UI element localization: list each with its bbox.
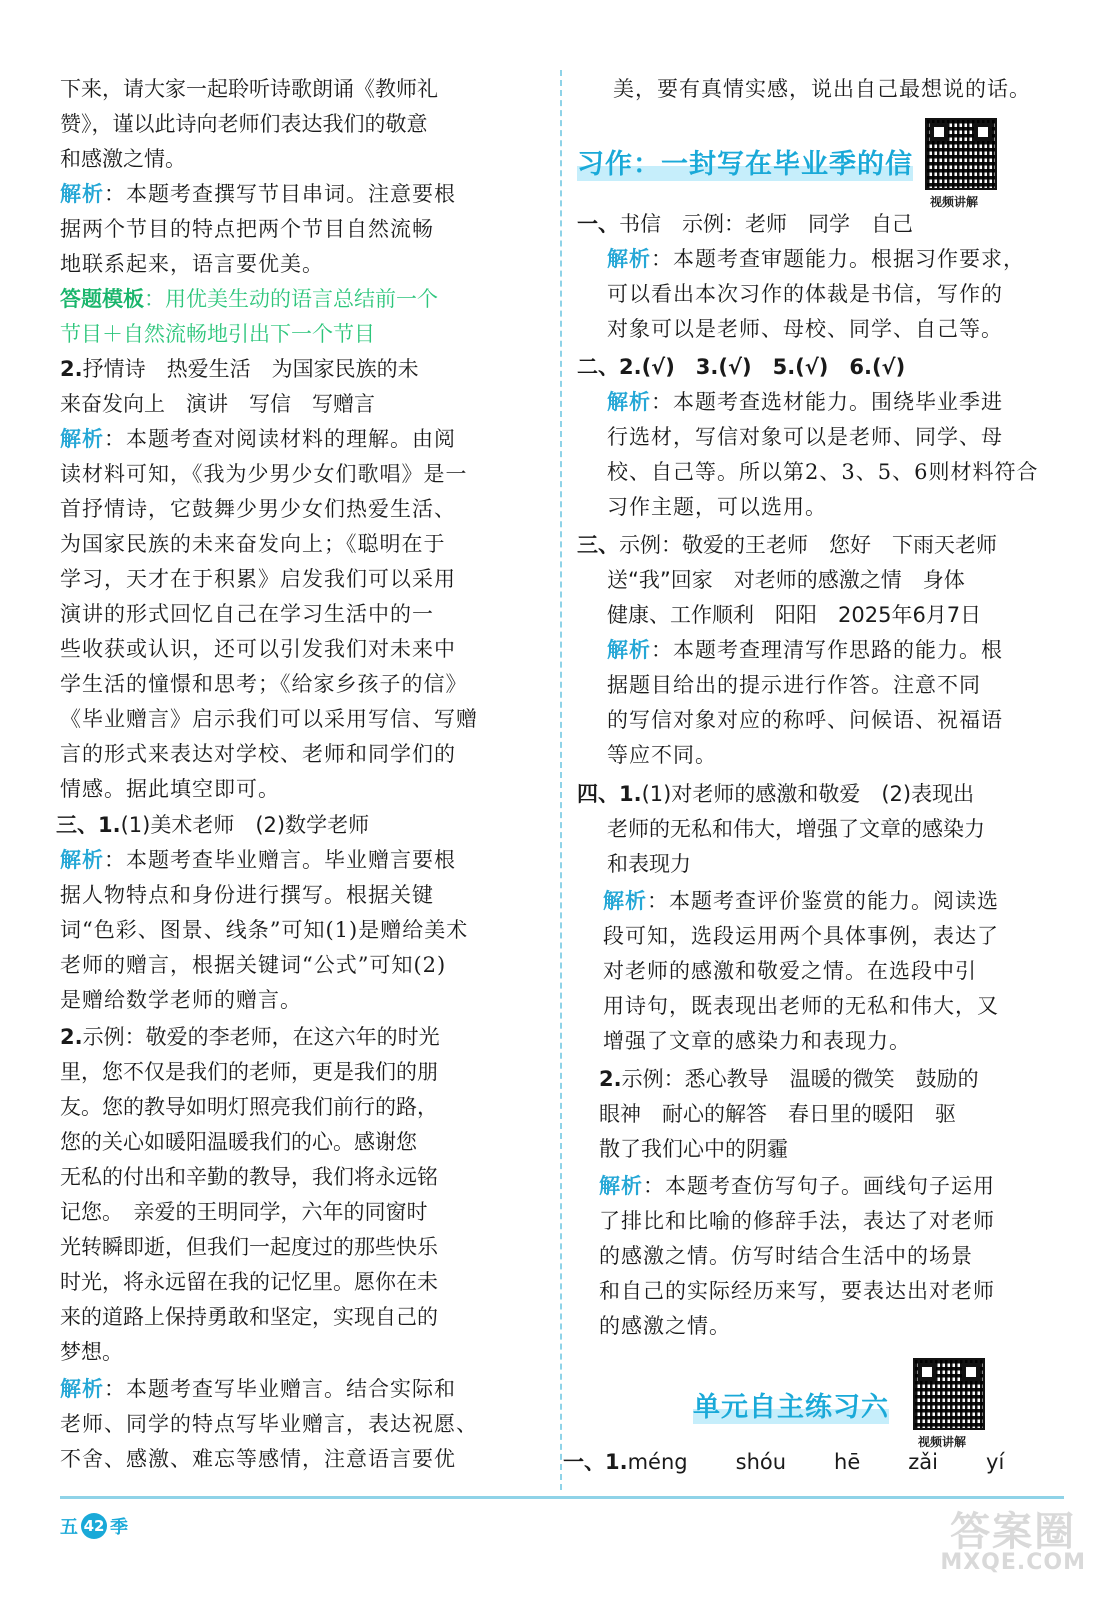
text-line: 是赠给数学老师的赠言。 xyxy=(60,988,302,1012)
text-line: 首抒情诗，它鼓舞少男少女们热爱生活、 xyxy=(60,497,456,521)
text-line: 学习，天才在于积累》启发我们可以采用 xyxy=(60,567,456,591)
answer-line: 记您。 亲爱的王明同学，六年的同窗时 xyxy=(60,1200,428,1224)
answer-line: 来的道路上保持勇敢和坚定，实现自己的 xyxy=(60,1305,438,1329)
text-line: 校、自己等。所以第2、3、5、6则材料符合 xyxy=(607,460,1039,484)
answer-line: 时光，将永远留在我的记忆里。愿你在未 xyxy=(60,1270,438,1294)
analysis-line: 解析：本题考查撰写节目串词。注意要根 xyxy=(60,182,456,206)
text-line: 据人物特点和身份进行撰写。根据关键 xyxy=(60,883,434,907)
page-number-badge: 五 42 季 xyxy=(60,1512,128,1540)
text-line: 段可知，选段运用两个具体事例，表达了 xyxy=(603,924,999,948)
qr-code-icon[interactable] xyxy=(913,1358,985,1430)
text-line: 情感。据此填空即可。 xyxy=(60,777,280,801)
answer-line: 送“我”回家 对老师的感激之情 身体 xyxy=(607,568,965,592)
analysis-line: 解析：本题考查仿写句子。画线句子运用 xyxy=(599,1174,995,1198)
text-line: 地联系起来，语言要优美。 xyxy=(60,252,324,276)
analysis-label: 解析 xyxy=(607,247,651,271)
analysis-line: 解析：本题考查审题能力。根据习作要求， xyxy=(607,247,1025,271)
pinyin-item: hē xyxy=(834,1450,861,1474)
analysis-label: 解析 xyxy=(603,889,647,913)
analysis-line: 解析：本题考查评价鉴赏的能力。阅读选 xyxy=(603,889,999,913)
analysis-line: 解析：本题考查对阅读材料的理解。由阅 xyxy=(60,427,456,451)
analysis-label: 解析 xyxy=(60,848,104,872)
answer-line: 2.示例：悉心教导 温暖的微笑 鼓励的 xyxy=(599,1067,979,1091)
column-divider xyxy=(560,70,562,1490)
text-line: 下来，请大家一起聆听诗歌朗诵《教师礼 xyxy=(60,77,438,101)
text-line: 《毕业赠言》启示我们可以采用写信、写赠 xyxy=(60,707,478,731)
text-line: 些收获或认识，还可以引发我们对未来中 xyxy=(60,637,456,661)
text-line: 学生活的憧憬和思考；《给家乡孩子的信》 xyxy=(60,672,468,696)
answer-line: 眼神 耐心的解答 春日里的暖阳 驱 xyxy=(599,1102,956,1126)
answer-line: 老师的无私和伟大，增强了文章的感染力 xyxy=(607,817,985,841)
analysis-label: 解析 xyxy=(599,1174,643,1198)
text-line: 词“色彩、图景、线条”可知(1)是赠给美术 xyxy=(60,918,469,942)
answer-line: 您的关心如暖阳温暖我们的心。感谢您 xyxy=(60,1130,417,1154)
answer-line: 里，您不仅是我们的老师，更是我们的朋 xyxy=(60,1060,438,1084)
answer-line: 友。您的教导如明灯照亮我们前行的路， xyxy=(60,1095,438,1119)
text-line: 的写信对象对应的称呼、问候语、祝福语 xyxy=(607,708,1003,732)
text-line: 的感激之情。仿写时结合生活中的场景 xyxy=(599,1244,973,1268)
text-line: 老师、同学的特点写毕业赠言，表达祝愿、 xyxy=(60,1412,478,1436)
answer-line: 三、1.(1)美术老师 (2)数学老师 xyxy=(56,813,370,837)
text-line: 对老师的感激和敬爱之情。在选段中引 xyxy=(603,959,977,983)
analysis-line: 解析：本题考查毕业赠言。毕业赠言要根 xyxy=(60,848,456,872)
answer-line: 梦想。 xyxy=(60,1340,123,1364)
pinyin-item: zǎi xyxy=(908,1450,939,1474)
analysis-label: 解析 xyxy=(607,638,651,662)
qr-caption: 视频讲解 xyxy=(930,195,979,209)
answer-line: 一、书信 示例：老师 同学 自己 xyxy=(577,212,913,236)
text-line: 据题目给出的提示进行作答。注意不同 xyxy=(607,673,981,697)
pinyin-item: méng xyxy=(627,1450,688,1474)
text-line: 用诗句，既表现出老师的无私和伟大，又 xyxy=(603,994,999,1018)
text-line: 读材料可知，《我为少男少女们歌唱》是一 xyxy=(60,462,468,486)
text-line: 美，要有真情实感，说出自己最想说的话。 xyxy=(613,77,1031,101)
text-line: 和自己的实际经历来写，要表达出对老师 xyxy=(599,1279,995,1303)
footer-rule xyxy=(60,1496,1064,1499)
answer-line: 无私的付出和辛勤的教导，我们将永远铭 xyxy=(60,1165,438,1189)
text-line: 增强了文章的感染力和表现力。 xyxy=(603,1029,911,1053)
analysis-line: 解析：本题考查写毕业赠言。结合实际和 xyxy=(60,1377,456,1401)
answer-line: 三、示例：敬爱的王老师 您好 下雨天老师 xyxy=(577,533,997,557)
analysis-label: 解析 xyxy=(60,1377,104,1401)
text-line: 的感激之情。 xyxy=(599,1314,731,1338)
answer-line: 和表现力 xyxy=(607,852,691,876)
analysis-line: 解析：本题考查选材能力。围绕毕业季进 xyxy=(607,390,1003,414)
pinyin-item: yí xyxy=(986,1450,1005,1474)
qr-code-icon[interactable] xyxy=(925,118,997,190)
template-line: 节目＋自然流畅地引出下一个节目 xyxy=(60,322,375,346)
answer-line: 光转瞬即逝，但我们一起度过的那些快乐 xyxy=(60,1235,438,1259)
analysis-label: 解析 xyxy=(60,182,104,206)
text-line: 为国家民族的未来奋发向上；《聪明在于 xyxy=(60,532,446,556)
answer-line: 二、2.(√) 3.(√) 5.(√) 6.(√) xyxy=(577,355,906,379)
text-line: 演讲的形式回忆自己在学习生活中的一 xyxy=(60,602,434,626)
text-line: 言的形式来表达对学校、老师和同学们的 xyxy=(60,742,456,766)
analysis-line: 解析：本题考查理清写作思路的能力。根 xyxy=(607,638,1003,662)
text-line: 据两个节目的特点把两个节目自然流畅 xyxy=(60,217,434,241)
text-line: 不舍、感激、难忘等感情，注意语言要优 xyxy=(60,1447,456,1471)
section-title-writing: 习作：一封写在毕业季的信 xyxy=(577,142,913,181)
text-line: 对象可以是老师、母校、同学、自己等。 xyxy=(607,317,1003,341)
watermark-logo: 答案圈 MXQE.COM xyxy=(940,1509,1086,1575)
template-label: 答题模板 xyxy=(60,287,144,311)
answer-line: 散了我们心中的阴霾 xyxy=(599,1137,788,1161)
text-line: 行选材，写信对象可以是老师、同学、母 xyxy=(607,425,1003,449)
analysis-label: 解析 xyxy=(60,427,104,451)
page-number: 42 xyxy=(81,1513,107,1539)
answer-line: 2.示例：敬爱的李老师，在这六年的时光 xyxy=(60,1025,440,1049)
text-line: 赞》，谨以此诗向老师们表达我们的敬意 xyxy=(60,112,428,136)
analysis-label: 解析 xyxy=(607,390,651,414)
text-line: 习作主题，可以选用。 xyxy=(607,495,827,519)
template-line: 答题模板：用优美生动的语言总结前一个 xyxy=(60,287,438,311)
answer-line: 健康、工作顺利 阳阳 2025年6月7日 xyxy=(607,603,982,627)
text-line: 了排比和比喻的修辞手法，表达了对老师 xyxy=(599,1209,995,1233)
text-line: 等应不同。 xyxy=(607,743,717,767)
pinyin-item: shóu xyxy=(735,1450,787,1474)
section-title-unit-practice: 单元自主练习六 xyxy=(693,1385,889,1424)
text-line: 和感激之情。 xyxy=(60,147,186,171)
answer-line: 来奋发向上 演讲 写信 写赠言 xyxy=(60,392,375,416)
text-line: 可以看出本次习作的体裁是书信，写作的 xyxy=(607,282,1003,306)
answer-line: 四、1.(1)对老师的感激和敬爱 (2)表现出 xyxy=(577,782,975,806)
answer-line: 2.抒情诗 热爱生活 为国家民族的未 xyxy=(60,357,419,381)
pinyin-answer-line: 一、1.méng shóu hē zǎi yí xyxy=(563,1450,1005,1474)
text-line: 老师的赠言，根据关键词“公式”可知(2) xyxy=(60,953,447,977)
qr-caption: 视频讲解 xyxy=(918,1435,967,1449)
